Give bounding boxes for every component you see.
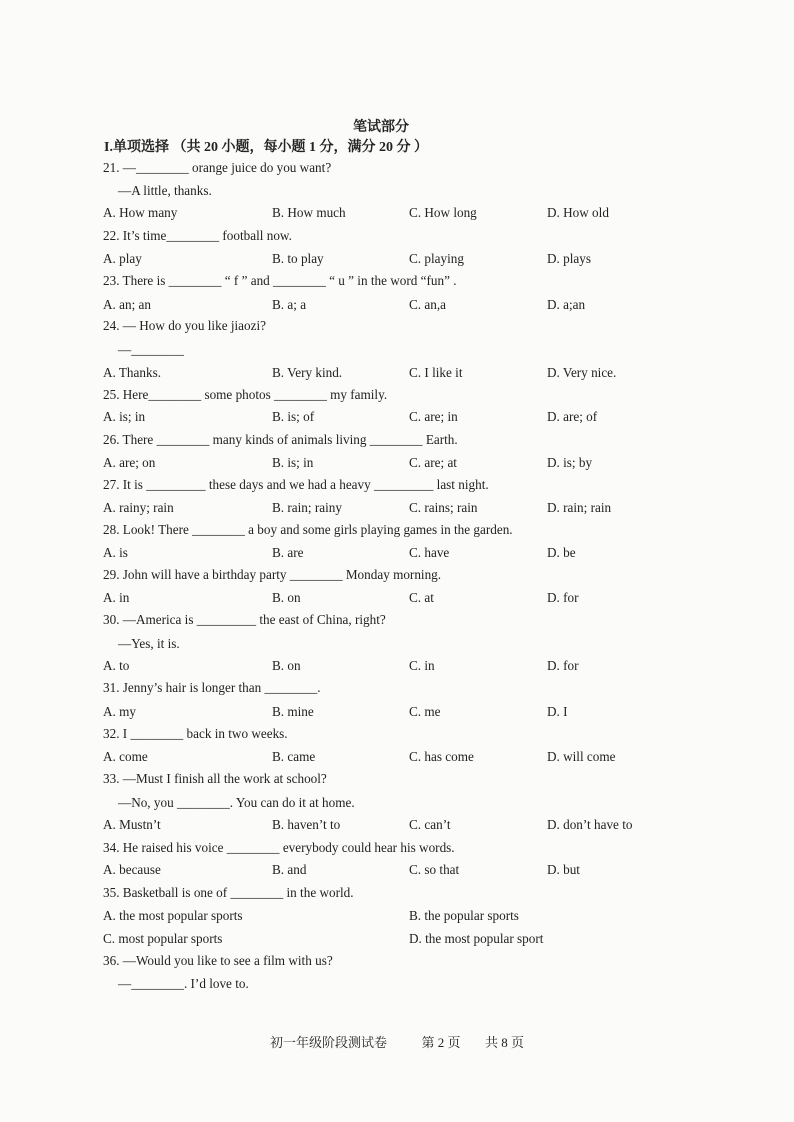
answer-option[interactable]: D. How old [547, 205, 609, 220]
answer-option[interactable]: D. be [547, 545, 576, 560]
answer-option[interactable]: D. are; of [547, 409, 598, 424]
part-heading: I.单项选择 （共 20 小题，每小题 1 分，满分 20 分 ） [104, 140, 428, 155]
answer-option[interactable]: A. in [103, 590, 130, 605]
answer-option[interactable]: C. are; in [409, 409, 458, 424]
answer-option[interactable]: A. play [103, 251, 142, 266]
section-title: 笔试部分 [353, 120, 409, 135]
answer-option[interactable]: C. I like it [409, 365, 463, 380]
question-stem-continuation: —A little, thanks. [118, 183, 212, 198]
answer-option[interactable]: C. an,a [409, 297, 446, 312]
answer-option[interactable]: B. are [272, 545, 304, 560]
answer-option[interactable]: A. are; on [103, 455, 156, 470]
answer-option[interactable]: C. are; at [409, 455, 457, 470]
answer-option[interactable]: A. Thanks. [103, 365, 161, 380]
answer-option[interactable]: B. is; in [272, 455, 314, 470]
answer-option[interactable]: C. at [409, 590, 434, 605]
answer-option[interactable]: D. will come [547, 749, 616, 764]
answer-option[interactable]: B. How much [272, 205, 346, 220]
answer-option[interactable]: B. on [272, 590, 301, 605]
question-stem: 34. He raised his voice ________ everybody could hear his words. [103, 840, 455, 855]
answer-option[interactable]: A. rainy; rain [103, 500, 174, 515]
exam-name: 初一年级阶段测试卷 [269, 1035, 387, 1050]
answer-option[interactable]: A. to [103, 658, 130, 673]
page-number: 第 2 页 [421, 1035, 461, 1050]
answer-option[interactable]: B. the popular sports [409, 908, 519, 923]
answer-option[interactable]: C. rains; rain [409, 500, 478, 515]
answer-option[interactable]: B. Very kind. [272, 365, 343, 380]
answer-option[interactable]: D. but [547, 862, 580, 877]
answer-option[interactable]: C. in [409, 658, 435, 673]
question-stem-continuation: —No, you ________. You can do it at home. [118, 795, 355, 810]
answer-option[interactable]: D. rain; rain [547, 500, 612, 515]
answer-option[interactable]: B. mine [272, 704, 314, 719]
question-stem-continuation: —Yes, it is. [118, 636, 180, 651]
question-stem-continuation: —________ [118, 342, 184, 357]
answer-option[interactable]: B. rain; rainy [272, 500, 342, 515]
answer-option[interactable]: C. most popular sports [103, 931, 223, 946]
question-stem: 29. John will have a birthday party ________ Monday morning. [103, 567, 442, 582]
answer-option[interactable]: B. came [272, 749, 316, 764]
question-stem: 22. It’s time________ football now. [103, 228, 292, 243]
answer-option[interactable]: C. me [409, 704, 441, 719]
question-stem-continuation: —________. I’d love to. [118, 976, 249, 991]
question-stem: 30. —America is _________ the east of China, right? [103, 612, 386, 627]
question-stem: 35. Basketball is one of ________ in the world. [103, 885, 354, 900]
answer-option[interactable]: B. is; of [272, 409, 315, 424]
question-stem: 31. Jenny’s hair is longer than ________. [103, 680, 321, 695]
page-total: 共 8 页 [485, 1035, 525, 1050]
answer-option[interactable]: D. for [547, 658, 579, 673]
answer-option[interactable]: D. the most popular sport [409, 931, 544, 946]
answer-option[interactable]: A. because [103, 862, 161, 877]
answer-option[interactable]: D. don’t have to [547, 817, 633, 832]
question-stem: 24. — How do you like jiaozi? [103, 318, 266, 333]
question-stem: 26. There ________ many kinds of animals living ________ Earth. [103, 432, 458, 447]
answer-option[interactable]: A. is [103, 545, 128, 560]
answer-option[interactable]: A. an; an [103, 297, 151, 312]
question-stem: 21. —________ orange juice do you want? [103, 160, 332, 175]
answer-option[interactable]: A. How many [103, 205, 178, 220]
answer-option[interactable]: A. my [103, 704, 136, 719]
answer-option[interactable]: C. has come [409, 749, 474, 764]
question-stem: 33. —Must I finish all the work at school? [103, 771, 327, 786]
question-stem: 25. Here________ some photos ________ my family. [103, 387, 388, 402]
answer-option[interactable]: B. on [272, 658, 301, 673]
answer-option[interactable]: D. I [547, 704, 568, 719]
question-stem: 28. Look! There ________ a boy and some girls playing games in the garden. [103, 522, 513, 537]
answer-option[interactable]: D. for [547, 590, 579, 605]
question-stem: 36. —Would you like to see a film with us? [103, 953, 333, 968]
answer-option[interactable]: A. Mustn’t [103, 817, 161, 832]
answer-option[interactable]: B. a; a [272, 297, 307, 312]
answer-option[interactable]: C. can’t [409, 817, 451, 832]
answer-option[interactable]: A. come [103, 749, 148, 764]
answer-option[interactable]: D. plays [547, 251, 591, 266]
question-stem: 32. I ________ back in two weeks. [103, 726, 288, 741]
answer-option[interactable]: A. is; in [103, 409, 146, 424]
answer-option[interactable]: C. playing [409, 251, 464, 266]
question-stem: 23. There is ________ “ f ” and ________ “ u ” in the word “fun” . [103, 273, 457, 288]
answer-option[interactable]: B. haven’t to [272, 817, 341, 832]
answer-option[interactable]: C. have [409, 545, 450, 560]
page-footer [0, 1032, 794, 1051]
answer-option[interactable]: D. Very nice. [547, 365, 617, 380]
question-stem: 27. It is _________ these days and we had a heavy _________ last night. [103, 477, 489, 492]
answer-option[interactable]: C. so that [409, 862, 460, 877]
answer-option[interactable]: D. is; by [547, 455, 593, 470]
answer-option[interactable]: B. to play [272, 251, 324, 266]
answer-option[interactable]: C. How long [409, 205, 477, 220]
answer-option[interactable]: D. a;an [547, 297, 586, 312]
answer-option[interactable]: B. and [272, 862, 307, 877]
answer-option[interactable]: A. the most popular sports [103, 908, 243, 923]
